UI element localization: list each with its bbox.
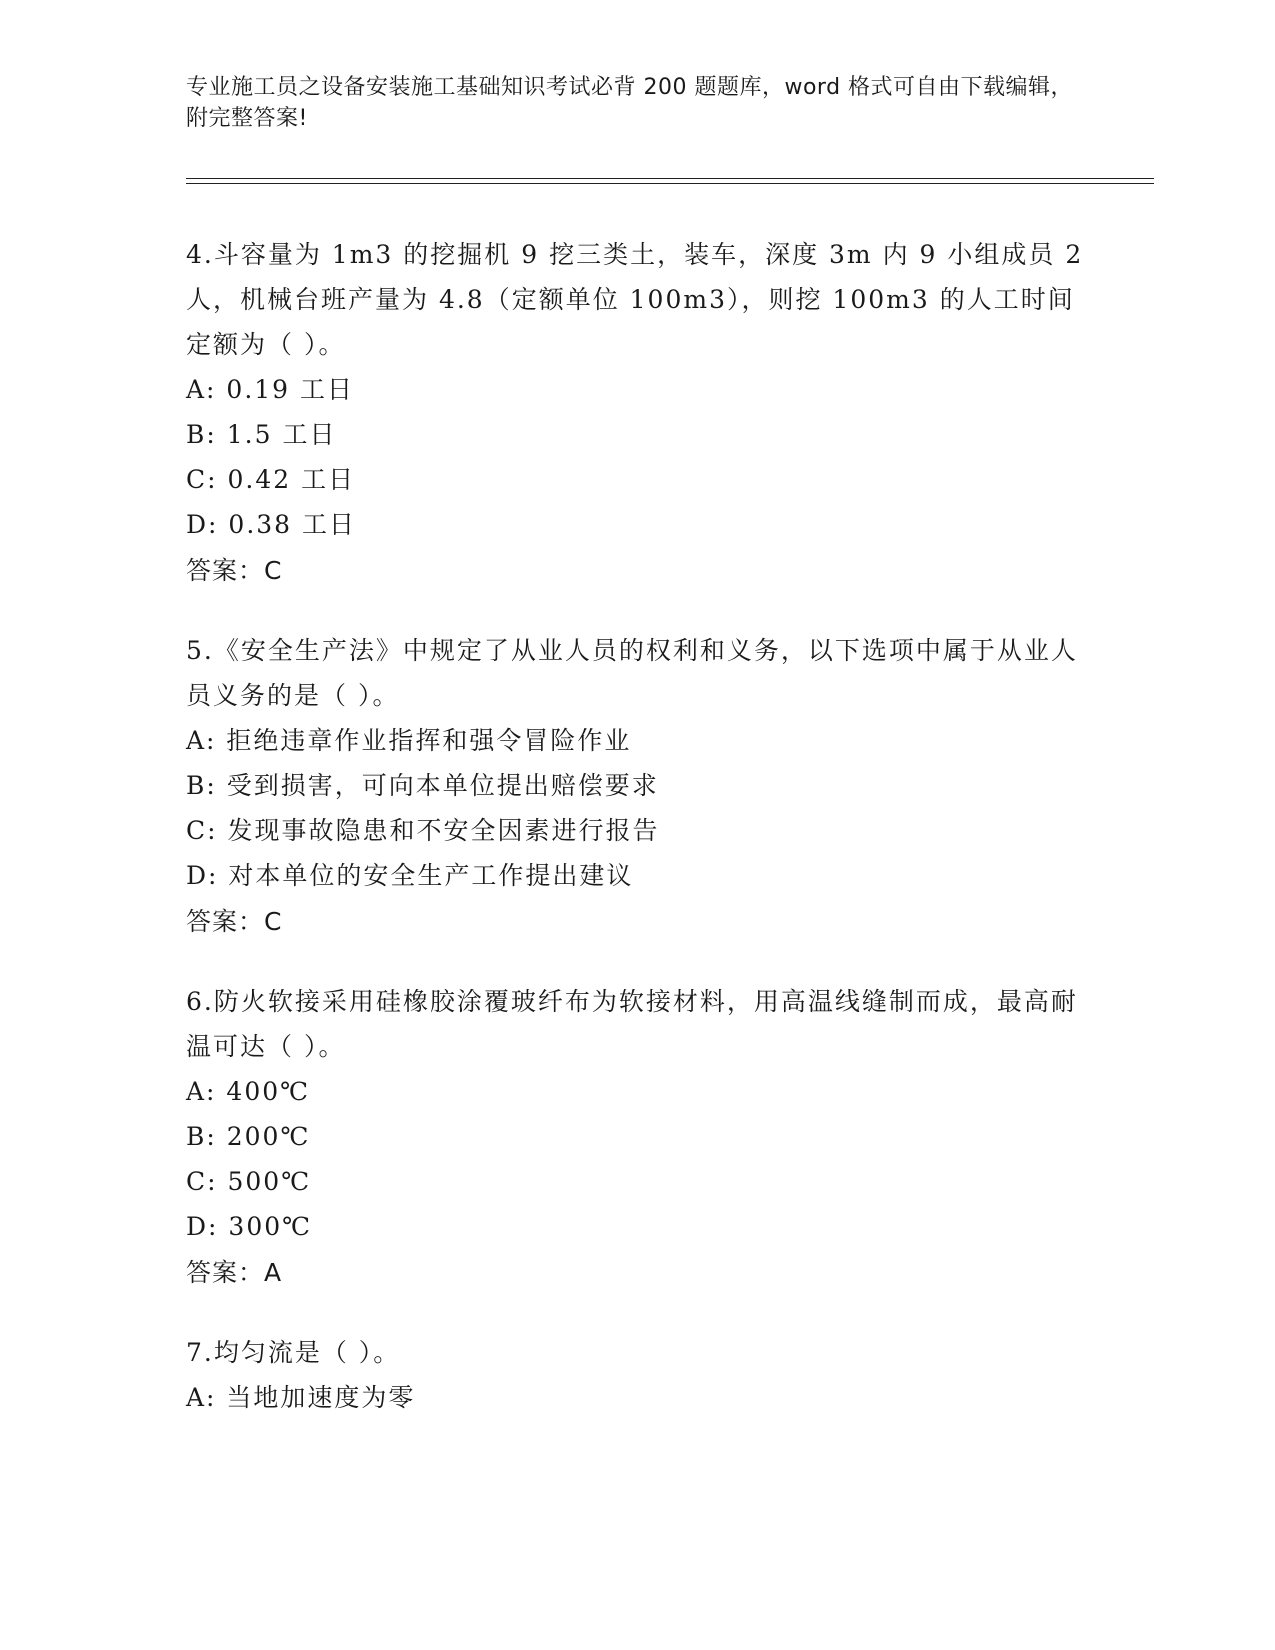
option-a: A: 400℃ — [186, 1077, 311, 1106]
question-text: 6.防火软接采用硅橡胶涂覆玻纤布为软接材料，用高温线缝制而成，最高耐温可达（ ）。 — [186, 987, 1078, 1061]
question-7 — [186, 1330, 1086, 1420]
answer: 答案：A — [186, 1258, 283, 1287]
option-d: D: 0.38 工日 — [186, 510, 357, 539]
question-text: 5.《安全生产法》中规定了从业人员的权利和义务，以下选项中属于从业人员义务的是（ ）。 — [186, 636, 1078, 710]
answer: 答案：C — [186, 556, 283, 585]
option-b: B: 受到损害，可向本单位提出赔偿要求 — [186, 771, 659, 800]
option-b: B: 1.5 工日 — [186, 420, 337, 449]
header-divider-top — [186, 178, 1154, 179]
question-list — [186, 232, 1086, 1454]
header-divider-bottom — [186, 183, 1154, 184]
option-d: D: 对本单位的安全生产工作提出建议 — [186, 861, 634, 890]
option-a: A: 拒绝违章作业指挥和强令冒险作业 — [186, 726, 632, 755]
question-4 — [186, 232, 1086, 594]
option-c: C: 500℃ — [186, 1167, 312, 1196]
answer: 答案：C — [186, 907, 283, 936]
question-6 — [186, 979, 1086, 1296]
option-b: B: 200℃ — [186, 1122, 311, 1151]
option-a: A: 当地加速度为零 — [186, 1383, 416, 1412]
document-header — [186, 72, 1086, 134]
question-text: 7.均匀流是（ ）。 — [186, 1338, 401, 1367]
question-5 — [186, 628, 1086, 945]
option-c: C: 发现事故隐患和不安全因素进行报告 — [186, 816, 660, 845]
question-text: 4.斗容量为 1m3 的挖掘机 9 挖三类土，装车，深度 3m 内 9 小组成员 2 人，机械台班产量为 4.8（定额单位 100m3），则挖 100m3 的人工时间定额为（ ）。 — [186, 240, 1084, 359]
option-a: A: 0.19 工日 — [186, 375, 355, 404]
document-title: 专业施工员之设备安装施工基础知识考试必背 200 题题库，word 格式可自由下载编辑，附完整答案! — [186, 75, 1074, 131]
option-c: C: 0.42 工日 — [186, 465, 356, 494]
option-d: D: 300℃ — [186, 1212, 313, 1241]
